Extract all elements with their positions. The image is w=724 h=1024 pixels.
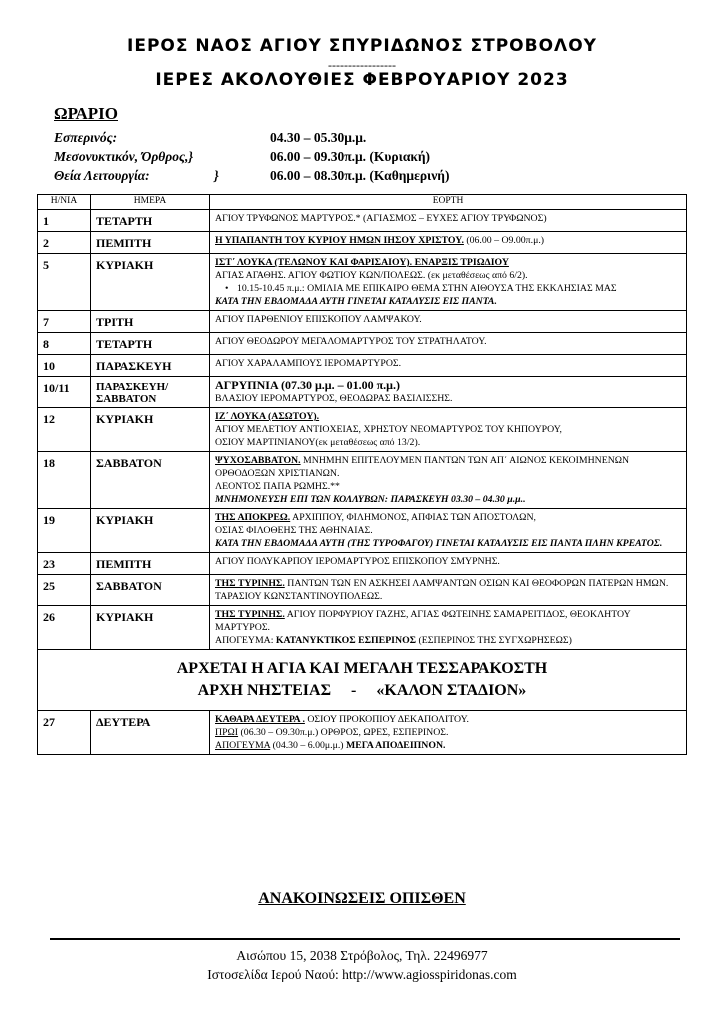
schedule-label: Θεία Λειτουργία: bbox=[54, 168, 150, 183]
row-feast bbox=[210, 311, 687, 333]
title-separator: ----------------- bbox=[328, 58, 396, 72]
row-day: ΤΡΙΤΗ bbox=[91, 311, 210, 333]
footer-address: Αισώπου 15, 2038 Στρόβολος, Τηλ. 22496977 bbox=[236, 948, 488, 963]
table-row bbox=[38, 254, 687, 311]
table-row bbox=[38, 333, 687, 355]
schedule-value: 06.00 – 08.30π.μ. (Καθημερινή) bbox=[270, 168, 450, 183]
feast-line: (06.30 – Ο9.30π.μ.) ΟΡΘΡΟΣ, ΩΡΕΣ, ΕΣΠΕΡΙΝΟΣ. bbox=[238, 727, 449, 738]
row-day: ΣΑΒΒΑΤΟΝ bbox=[91, 452, 210, 509]
row-day: ΚΥΡΙΑΚΗ bbox=[91, 606, 210, 650]
feast-line: (04.30 – 6.00μ.μ.) bbox=[270, 740, 347, 751]
row-date: 25 bbox=[38, 575, 91, 606]
feast-line: ΑΓΙΟΥ ΤΡΥΦΩΝΟΣ ΜΑΡΤΥΡΟΣ.* (ΑΓΙΑΣΜΟΣ – ΕΥΧΕΣ ΑΓΙΟΥ ΤΡΥΦΩΝΟΣ) bbox=[215, 213, 547, 224]
row-day: ΤΕΤΑΡΤΗ bbox=[91, 210, 210, 232]
row-day: ΠΕΜΠΤΗ bbox=[91, 553, 210, 575]
row-day: ΠΕΜΠΤΗ bbox=[91, 232, 210, 254]
feast-title: ΤΗΣ ΤΥΡΙΝΗΣ. bbox=[215, 578, 285, 589]
row-feast bbox=[210, 355, 687, 377]
row-feast bbox=[210, 509, 687, 553]
row-date: 1 bbox=[38, 210, 91, 232]
row-feast bbox=[210, 232, 687, 254]
feast-note: ΜΝΗΜΟΝΕΥΣΗ ΕΠΙ ΤΩΝ ΚΟΛΛΥΒΩΝ: ΠΑΡΑΣΚΕΥΗ 03.30 – 04.30 μ.μ.. bbox=[215, 494, 526, 505]
row-date: 23 bbox=[38, 553, 91, 575]
table-row bbox=[38, 606, 687, 650]
table-row bbox=[38, 509, 687, 553]
row-date: 18 bbox=[38, 452, 91, 509]
table-row bbox=[38, 553, 687, 575]
row-day: ΚΥΡΙΑΚΗ bbox=[91, 509, 210, 553]
lent-title: ΑΡΧΕΤΑΙ Η ΑΓΙΑ ΚΑΙ ΜΕΓΑΛΗ ΤΕΣΣΑΡΑΚΟΣΤΗ bbox=[176, 660, 548, 677]
header-date: Η/ΝΙΑ bbox=[38, 195, 91, 210]
row-date: 19 bbox=[38, 509, 91, 553]
schedule-label: Εσπερινός: bbox=[54, 130, 118, 145]
row-day: ΠΑΡΑΣΚΕΥΗ bbox=[91, 355, 210, 377]
row-date: 10 bbox=[38, 355, 91, 377]
lent-row bbox=[38, 650, 687, 711]
lent-banner bbox=[38, 650, 687, 711]
feast-line: ΑΡΧΙΠΠΟΥ, ΦΙΛΗΜΟΝΟΣ, ΑΠΦΙΑΣ ΤΩΝ ΑΠΟΣΤΟΛΩΝ, bbox=[290, 512, 536, 523]
row-feast bbox=[210, 575, 687, 606]
row-feast bbox=[210, 254, 687, 311]
table-row bbox=[38, 575, 687, 606]
footer-divider bbox=[50, 938, 680, 940]
feast-title: ΙΣΤ΄ ΛΟΥΚΑ (ΤΕΛΩΝΟΥ ΚΑΙ ΦΑΡΙΣΑΙΟΥ). ΕΝΑΡΞΙΣ ΤΡΙΩΔΙΟΥ bbox=[215, 257, 509, 268]
row-feast bbox=[210, 553, 687, 575]
feast-line: ΑΓΙΟΥ ΠΟΡΦΥΡΙΟΥ ΓΑΖΗΣ, ΑΓΙΑΣ ΦΩΤΕΙΝΗΣ ΣΑΜΑΡΕΙΤΙΔΟΣ, ΘΕΟΚΛΗΤΟΥ ΜΑΡΤΥΡΟΣ. bbox=[215, 609, 631, 633]
row-date: 12 bbox=[38, 408, 91, 452]
feast-title: ΙΖ΄ ΛΟΥΚΑ (ΑΣΩΤΟΥ). bbox=[215, 411, 320, 422]
feast-line: ΑΓΙΟΥ ΠΟΛΥΚΑΡΠΟΥ ΙΕΡΟΜΑΡΤΥΡΟΣ ΕΠΙΣΚΟΠΟΥ ΣΜΥΡΝΗΣ. bbox=[215, 556, 500, 567]
row-feast bbox=[210, 377, 687, 408]
table-row bbox=[38, 377, 687, 408]
feast-title: Η ΥΠΑΠΑΝΤΗ ΤΟΥ ΚΥΡΙΟΥ ΗΜΩΝ ΙΗΣΟΥ ΧΡΙΣΤΟΥ. bbox=[215, 235, 464, 246]
feast-line: ΛΕΟΝΤΟΣ ΠΑΠΑ ΡΩΜΗΣ.** bbox=[215, 481, 340, 492]
feast-line: ΟΣΙΟΥ ΠΡΟΚΟΠΙΟΥ ΔΕΚΑΠΟΛΙΤΟΥ. bbox=[304, 714, 469, 725]
row-feast bbox=[210, 333, 687, 355]
feast-line: ΑΓΙΟΥ ΧΑΡΑΛΑΜΠΟΥΣ ΙΕΡΟΜΑΡΤΥΡΟΣ. bbox=[215, 358, 402, 369]
row-date: 27 bbox=[38, 711, 91, 755]
feast-line: ΟΣΙΟΥ ΜΑΡΤΙΝΙΑΝΟΥ(εκ μεταθέσεως από 13/2). bbox=[215, 437, 421, 448]
row-day: ΠΑΡΑΣΚΕΥΗ/ ΣΑΒΒΑΤΟΝ bbox=[91, 377, 210, 408]
feast-line: (06.00 – Ο9.00π.μ.) bbox=[463, 235, 545, 246]
row-feast bbox=[210, 408, 687, 452]
feast-line: ΑΓΙΑΣ ΑΓΑΘΗΣ. ΑΓΙΟΥ ΦΩΤΙΟΥ ΚΩΝ/ΠΟΛΕΩΣ. (εκ μεταθέσεως από 6/2). bbox=[215, 270, 528, 281]
feast-label: ΠΡΩΙ bbox=[215, 727, 239, 738]
table-header-row bbox=[38, 195, 687, 210]
services-table bbox=[37, 194, 687, 755]
announcement: ΑΝΑΚΟΙΝΩΣΕΙΣ ΟΠΙΣΘΕΝ bbox=[258, 890, 466, 907]
table-row bbox=[38, 452, 687, 509]
schedule-label: Μεσονυκτικόν, Όρθρος,} bbox=[54, 149, 194, 164]
row-feast bbox=[210, 210, 687, 232]
table-row bbox=[38, 210, 687, 232]
row-feast bbox=[210, 606, 687, 650]
feast-line: ΑΓΙΟΥ ΠΑΡΘΕΝΙΟΥ ΕΠΙΣΚΟΠΟΥ ΛΑΜΨΑΚΟΥ. bbox=[215, 314, 422, 325]
feast-line: ΒΛΑΣΙΟΥ ΙΕΡΟΜΑΡΤΥΡΟΣ, ΘΕΟΔΩΡΑΣ ΒΑΣΙΛΙΣΣΗΣ. bbox=[215, 393, 453, 404]
row-day: ΚΥΡΙΑΚΗ bbox=[91, 408, 210, 452]
row-day: ΔΕΥΤΕΡΑ bbox=[91, 711, 210, 755]
table-row bbox=[38, 232, 687, 254]
feast-title: ΑΓΡΥΠΝΙΑ (07.30 μ.μ. – 01.00 π.μ.) bbox=[215, 378, 400, 392]
feast-line: ΑΠΟΓΕΥΜΑ: bbox=[215, 635, 276, 646]
header-day: ΗΜΕΡΑ bbox=[91, 195, 210, 210]
row-day: ΚΥΡΙΑΚΗ bbox=[91, 254, 210, 311]
feast-line: (ΕΣΠΕΡΙΝΟΣ ΤΗΣ ΣΥΓΧΩΡΗΣΕΩΣ) bbox=[416, 635, 572, 646]
table-row bbox=[38, 711, 687, 755]
feast-line: ΑΓΙΟΥ ΘΕΟΔΩΡΟΥ ΜΕΓΑΛΟΜΑΡΤΥΡΟΣ ΤΟΥ ΣΤΡΑΤΗΛΑΤΟΥ. bbox=[215, 336, 487, 347]
feast-note: ΚΑΤΑ ΤΗΝ ΕΒΔΟΜΑΔΑ ΑΥΤΗ (ΤΗΣ ΤΥΡΟΦΑΓΟΥ) ΓΙΝΕΤΑΙ ΚΑΤΑΛΥΣΙΣ ΕΙΣ ΠΑΝΤΑ ΠΛΗΝ ΚΡΕΑΤΟΣ. bbox=[215, 538, 663, 549]
church-title: ΙΕΡΟΣ ΝΑΟΣ ΑΓΙΟΥ ΣΠΥΡΙΔΩΝΟΣ ΣΤΡΟΒΟΛΟΥ bbox=[127, 36, 597, 56]
feast-bullet: • 10.15-10.45 π.μ.: ΟΜΙΛΙΑ ΜΕ ΕΠΙΚΑΙΡΟ ΘΕΜΑ ΣΤΗΝ ΑΙΘΟΥΣΑ ΤΗΣ ΕΚΚΛΗΣΙΑΣ ΜΑΣ bbox=[215, 282, 681, 295]
header-feast: ΕΟΡΤΗ bbox=[210, 195, 687, 210]
document-title: ΙΕΡΕΣ ΑΚΟΛΟΥΘΙΕΣ ΦΕΒΡΟΥΑΡΙΟΥ 2023 bbox=[155, 70, 569, 90]
row-feast bbox=[210, 711, 687, 755]
lent-subtitle: ΑΡΧΗ ΝΗΣΤΕΙΑΣ - «ΚΑΛΟΝ ΣΤΑΔΙΟΝ» bbox=[197, 682, 527, 699]
footer-website: Ιστοσελίδα Ιερού Ναού: http://www.agiosspiridonas.com bbox=[207, 967, 517, 982]
feast-line: ΑΓΙΟΥ ΜΕΛΕΤΙΟΥ ΑΝΤΙΟΧΕΙΑΣ, ΧΡΗΣΤΟΥ ΝΕΟΜΑΡΤΥΡΟΣ ΤΟΥ ΚΗΠΟΥΡΟΥ, bbox=[215, 424, 562, 435]
row-date: 7 bbox=[38, 311, 91, 333]
feast-title: ΤΗΣ ΑΠΟΚΡΕΩ. bbox=[215, 512, 291, 523]
feast-highlight: ΚΑΤΑΝΥΚΤΙΚΟΣ ΕΣΠΕΡΙΝΟΣ bbox=[275, 635, 417, 646]
row-day: ΤΕΤΑΡΤΗ bbox=[91, 333, 210, 355]
row-date: 8 bbox=[38, 333, 91, 355]
row-feast bbox=[210, 452, 687, 509]
table-row bbox=[38, 311, 687, 333]
table-row bbox=[38, 408, 687, 452]
feast-highlight: ΜΕΓΑ ΑΠΟΔΕΙΠΝΟΝ. bbox=[346, 740, 446, 751]
feast-note: ΚΑΤΑ ΤΗΝ ΕΒΔΟΜΑΔΑ ΑΥΤΗ ΓΙΝΕΤΑΙ ΚΑΤΑΛΥΣΙΣ ΕΙΣ ΠΑΝΤΑ. bbox=[215, 296, 497, 307]
feast-title: ΚΑΘΑΡΑ ΔΕΥΤΕΡΑ . bbox=[215, 714, 305, 725]
feast-line: ΜΝΗΜΗΝ ΕΠΙΤΕΛΟΥΜΕΝ ΠΑΝΤΩΝ ΤΩΝ ΑΠ΄ ΑΙΩΝΟΣ ΚΕΚΟΙΜΗΝΕΝΩΝ ΟΡΘΟΔΟΞΩΝ ΧΡΙΣΤΙΑΝΩΝ. bbox=[215, 455, 630, 479]
feast-line: ΠΑΝΤΩΝ ΤΩΝ ΕΝ ΑΣΚΗΣΕΙ ΛΑΜΨΑΝΤΩΝ ΟΣΙΩΝ ΚΑΙ ΘΕΟΦΟΡΩΝ ΠΑΤΕΡΩΝ ΗΜΩΝ. ΤΑΡΑΣΙΟΥ ΚΩΝΣΤΑΝΤΙΝΟΥΠΟΛΕΩΣ. bbox=[215, 578, 669, 602]
row-date: 26 bbox=[38, 606, 91, 650]
feast-title: ΨΥΧΟΣΑΒΒΑΤΟΝ. bbox=[215, 455, 301, 466]
feast-line: ΟΣΙΑΣ ΦΙΛΟΘΕΗΣ ΤΗΣ ΑΘΗΝΑΙΑΣ. bbox=[215, 525, 373, 536]
schedule-value: 06.00 – 09.30π.μ. (Κυριακή) bbox=[270, 149, 431, 164]
feast-title: ΤΗΣ ΤΥΡΙΝΗΣ. bbox=[215, 609, 285, 620]
row-day: ΣΑΒΒΑΤΟΝ bbox=[91, 575, 210, 606]
schedule-title: ΩΡΑΡΙΟ bbox=[54, 104, 118, 123]
row-date: 10/11 bbox=[38, 377, 91, 408]
schedule-value: 04.30 – 05.30μ.μ. bbox=[270, 130, 367, 145]
row-date: 2 bbox=[38, 232, 91, 254]
schedule-brace: } bbox=[214, 168, 219, 183]
table-row bbox=[38, 355, 687, 377]
row-date: 5 bbox=[38, 254, 91, 311]
feast-label: ΑΠΟΓΕΥΜΑ bbox=[215, 740, 271, 751]
